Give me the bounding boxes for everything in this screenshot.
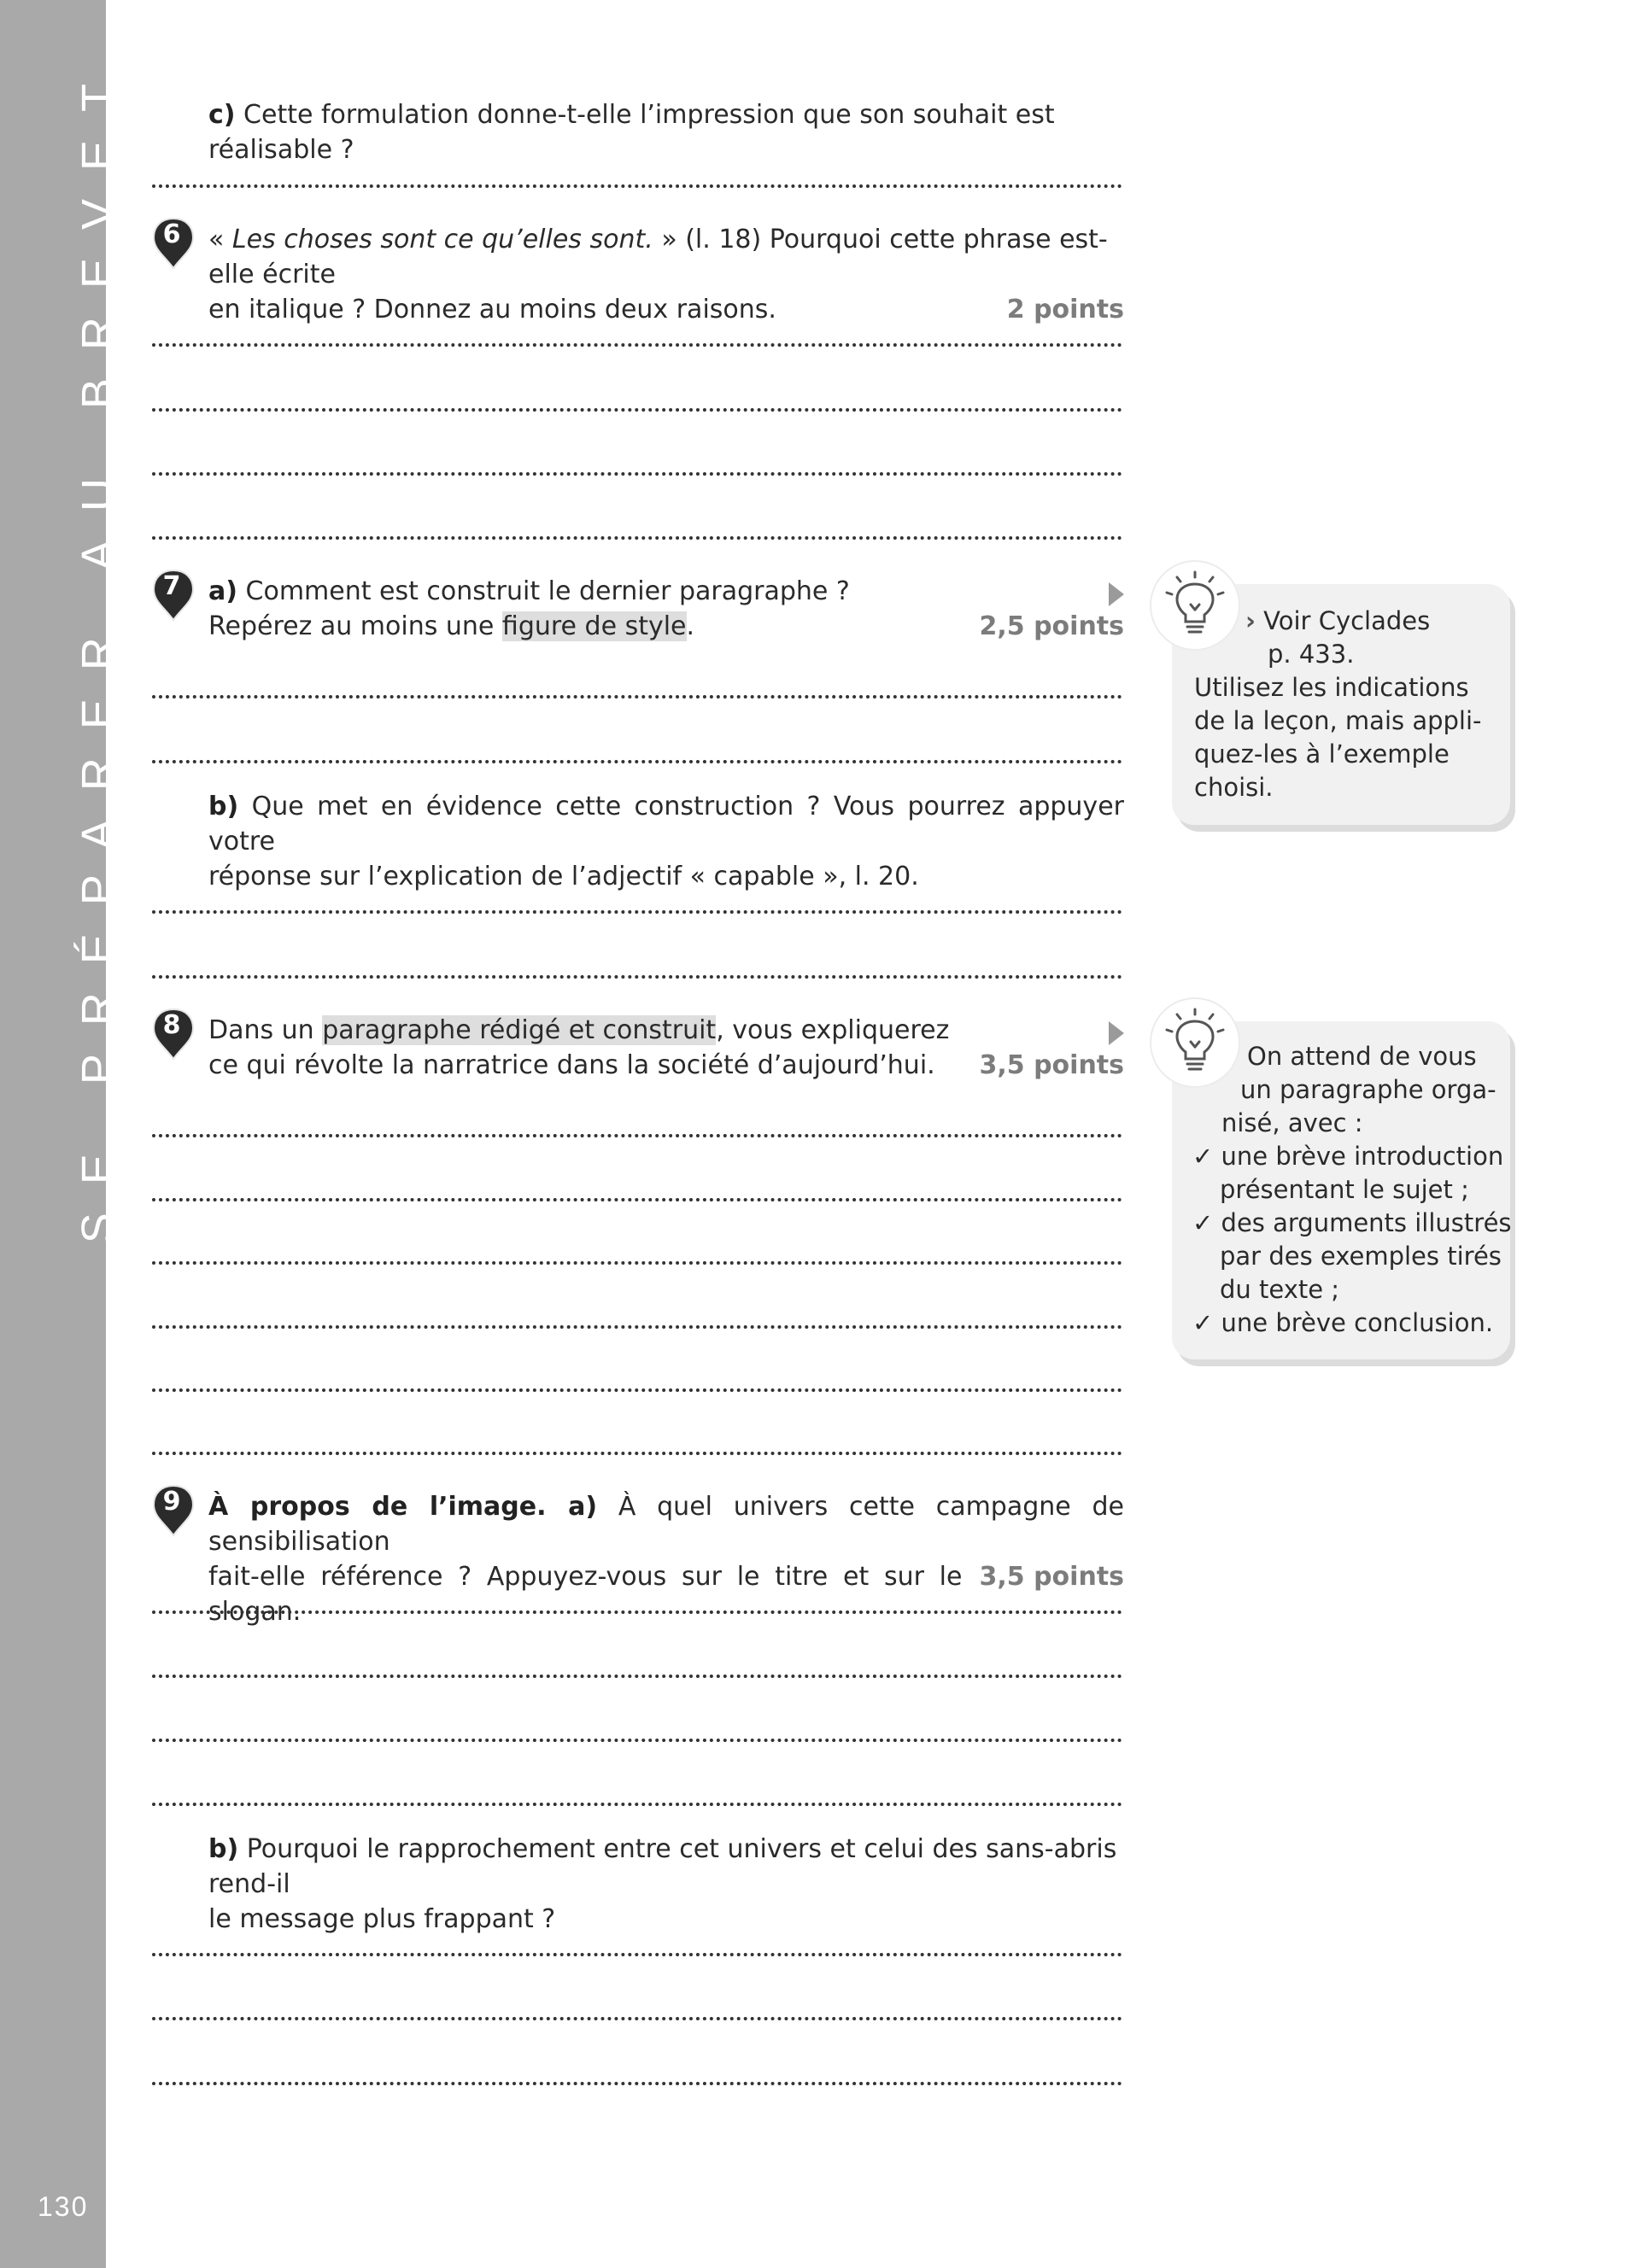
question-number-badge (152, 1484, 195, 1527)
answer-line[interactable] (152, 536, 1122, 540)
check-icon: ✓ (1192, 1308, 1214, 1337)
question-6-line2: en italique ? Donnez au moins deux raisons. (208, 295, 776, 324)
question-8 (208, 1013, 1124, 1083)
answer-line[interactable] (152, 1388, 1122, 1392)
answer-line[interactable] (152, 184, 1122, 188)
question-5c (208, 97, 1124, 167)
answer-line[interactable] (152, 975, 1122, 979)
tip-arrow-icon (1109, 582, 1124, 606)
tip-line: par des exemples tirés (1220, 1242, 1502, 1271)
question-5c-text: Cette formulation donne-t-elle l’impression que son souhait est réalisable ? (208, 100, 1055, 165)
punctuation: . (686, 611, 695, 641)
tip-line: une brève introduction (1221, 1142, 1504, 1171)
question-7b-line1: Que met en évidence cette construction ? Vous pourrez appuyer votre (208, 792, 1124, 856)
question-number-badge (152, 217, 195, 260)
quote-italic: Les choses sont ce qu’elles sont. (231, 225, 653, 254)
tip-arrow-icon (1109, 1021, 1124, 1045)
tip-line: On attend de vous (1247, 1042, 1477, 1071)
tip-line: un paragraphe orga- (1240, 1075, 1496, 1104)
answer-line[interactable] (152, 1610, 1122, 1614)
question-7a (208, 574, 1124, 644)
tip-line: une brève conclusion. (1221, 1308, 1494, 1337)
answer-line[interactable] (152, 343, 1122, 347)
question-7b (208, 789, 1124, 894)
tip-line: choisi. (1194, 773, 1274, 802)
question-number-badge (152, 569, 195, 611)
check-icon: ✓ (1192, 1142, 1214, 1171)
question-number: 7 (162, 571, 181, 601)
answer-line[interactable] (152, 760, 1122, 763)
tip-line: nisé, avec : (1221, 1108, 1363, 1137)
tip-line: Voir Cyclades (1263, 606, 1431, 635)
question-number-badge (152, 1008, 195, 1050)
question-9b-line1: Pourquoi le rapprochement entre cet univers et celui des sans-abris rend-il (208, 1834, 1117, 1899)
points-badge: 2 points (1006, 295, 1124, 324)
answer-line[interactable] (152, 1198, 1122, 1201)
question-8-line2: ce qui révolte la narratrice dans la société d’aujourd’hui. (208, 1050, 935, 1080)
answer-line[interactable] (152, 2017, 1122, 2020)
answer-line[interactable] (152, 1261, 1122, 1265)
answer-line[interactable] (152, 910, 1122, 914)
quote-open: « (208, 225, 232, 254)
question-9b (208, 1832, 1124, 1937)
points-badge: 3,5 points (979, 1562, 1124, 1592)
answer-line[interactable] (152, 2082, 1122, 2085)
question-9b-line2: le message plus frappant ? (208, 1904, 556, 1934)
question-8-line1-rest: , vous expliquerez (716, 1015, 950, 1045)
answer-line[interactable] (152, 695, 1122, 699)
quote-rest: » (l. 18) Pourquoi cette phrase est-elle écrite (208, 225, 1108, 289)
answer-line[interactable] (152, 1739, 1122, 1742)
question-7b-line2: réponse sur l’explication de l’adjectif « capable », l. 20. (208, 862, 919, 891)
tip-line: Utilisez les indications (1194, 673, 1469, 702)
answer-line[interactable] (152, 1325, 1122, 1329)
question-6 (208, 222, 1124, 327)
tip-line: quez-les à l’exemple (1194, 739, 1450, 769)
tip-line: de la leçon, mais appli- (1194, 706, 1482, 735)
highlighted-term: paragraphe rédigé et construit (322, 1015, 717, 1045)
question-7a-label: a) (208, 576, 237, 606)
question-9b-label: b) (208, 1834, 239, 1864)
question-9-intro: À propos de l’image. a) (208, 1492, 598, 1522)
question-9a-line2: fait-elle référence ? Appuyez-vous sur le titre et sur le slogan. (208, 1562, 963, 1627)
question-7b-label: b) (208, 792, 239, 821)
tip-2-text (1192, 1040, 1512, 1340)
highlighted-term: figure de style (501, 611, 687, 641)
tip-1-text (1194, 605, 1502, 804)
answer-line[interactable] (152, 1134, 1122, 1137)
answer-line[interactable] (152, 1675, 1122, 1678)
tip-line: p. 433. (1268, 640, 1355, 669)
question-7a-line1: Comment est construit le dernier paragraphe ? (245, 576, 850, 606)
question-9a (208, 1489, 1124, 1629)
points-badge: 3,5 points (979, 1050, 1124, 1080)
points-badge: 2,5 points (979, 611, 1124, 641)
question-8-line1: Dans un (208, 1015, 323, 1045)
tip-line: présentant le sujet ; (1220, 1175, 1469, 1204)
question-7a-line2: Repérez au moins une (208, 611, 502, 641)
answer-line[interactable] (152, 1953, 1122, 1956)
tip-line: du texte ; (1220, 1275, 1340, 1304)
question-number: 8 (162, 1010, 181, 1040)
answer-line[interactable] (152, 472, 1122, 476)
tip-line: des arguments illustrés (1221, 1208, 1512, 1237)
answer-line[interactable] (152, 408, 1122, 412)
page-number: 130 (38, 2191, 89, 2222)
question-5c-label: c) (208, 100, 236, 130)
sidebar-title: SE PRÉPARER AU BREVET (73, 56, 124, 1244)
sidebar-band (0, 0, 124, 2268)
answer-line[interactable] (152, 1803, 1122, 1806)
answer-line[interactable] (152, 1452, 1122, 1455)
question-number: 9 (162, 1487, 181, 1517)
question-number: 6 (162, 219, 181, 249)
question-9a-line1: À quel univers cette campagne de sensibilisation (208, 1492, 1124, 1557)
chevron-right-icon: › (1245, 606, 1256, 635)
check-icon: ✓ (1192, 1208, 1214, 1237)
